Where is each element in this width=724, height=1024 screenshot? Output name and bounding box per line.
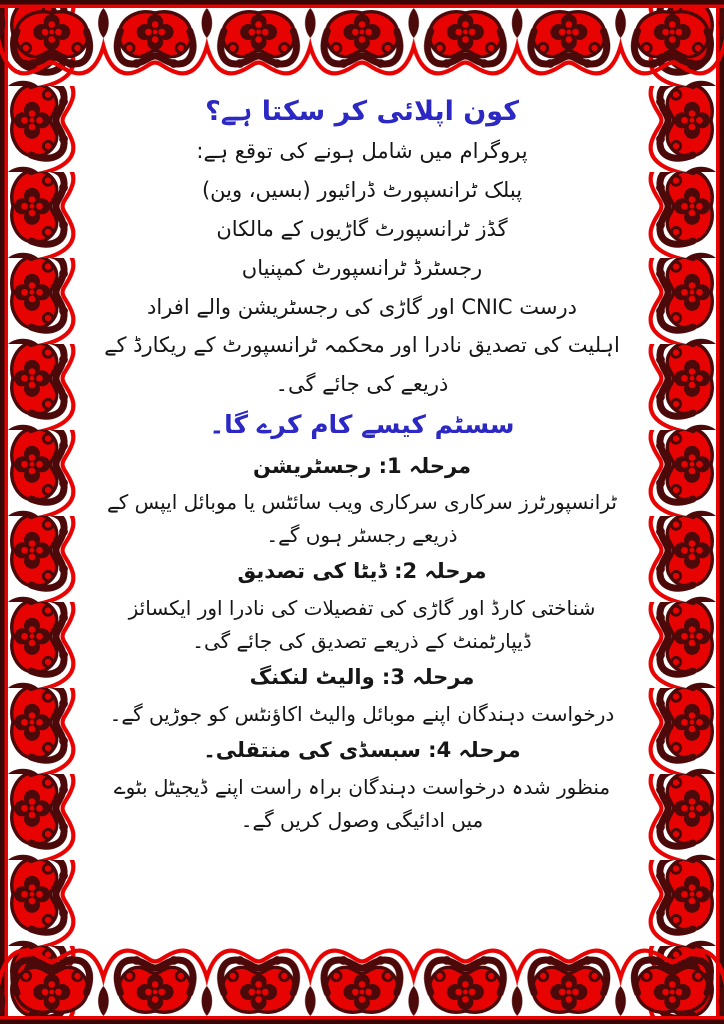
eligibility-item-valid-cnic: درست CNIC اور گاڑی کی رجسٹریشن والے افراد xyxy=(147,294,577,319)
step4-body: منظور شدہ درخواست دہندگان براہ راست اپنے ڈیجیٹل بٹوے میں ادائیگی وصول کریں گے۔ xyxy=(113,775,611,833)
flyer-content xyxy=(96,90,628,940)
step4-heading: مرحلہ 4: سبسڈی کی منتقلی۔ xyxy=(203,738,521,763)
section-title-how-system-works: سسٹم کیسے کام کرے گا۔ xyxy=(209,410,515,440)
intro-line: پروگرام میں شامل ہونے کی توقع ہے: xyxy=(196,139,528,164)
page-title: کون اپلائی کر سکتا ہے؟ xyxy=(205,96,519,127)
step1-body: ٹرانسپورٹرز سرکاری سرکاری ویب سائٹس یا موبائل ایپس کے ذریعے رجسٹر ہوں گے۔ xyxy=(107,490,617,548)
ornamental-border-bottom xyxy=(0,938,724,1024)
step1-heading: مرحلہ 1: رجسٹریشن xyxy=(252,453,472,478)
eligibility-item-goods-owners: گڈز ٹرانسپورٹ گاڑیوں کے مالکان xyxy=(216,216,508,241)
eligibility-item-registered-companies: رجسٹرڈ ٹرانسپورٹ کمپنیاں xyxy=(241,255,483,280)
eligibility-item-public-drivers: پبلک ٹرانسپورٹ ڈرائیور (بسیں، وین) xyxy=(201,177,523,202)
ornamental-border-left xyxy=(0,0,84,1024)
eligibility-verification-note: اہلیت کی تصدیق نادرا اور محکمہ ٹرانسپورٹ کے ریکارڈ کے ذریعے کی جائے گی۔ xyxy=(104,333,620,397)
ornamental-border-top xyxy=(0,0,724,86)
step3-body: درخواست دہندگان اپنے موبائل والیٹ اکاؤنٹس کو جوڑیں گے۔ xyxy=(109,702,615,727)
step2-heading: مرحلہ 2: ڈیٹا کی تصدیق xyxy=(237,559,487,584)
step2-body: شناختی کارڈ اور گاڑی کی تفصیلات کی نادرا اور ایکسائز ڈیپارٹمنٹ کے ذریعے تصدیق کی جائے گی۔ xyxy=(128,596,596,654)
step3-heading: مرحلہ 3: والیٹ لنکنگ xyxy=(249,665,475,690)
ornamental-border-right xyxy=(640,0,724,1024)
